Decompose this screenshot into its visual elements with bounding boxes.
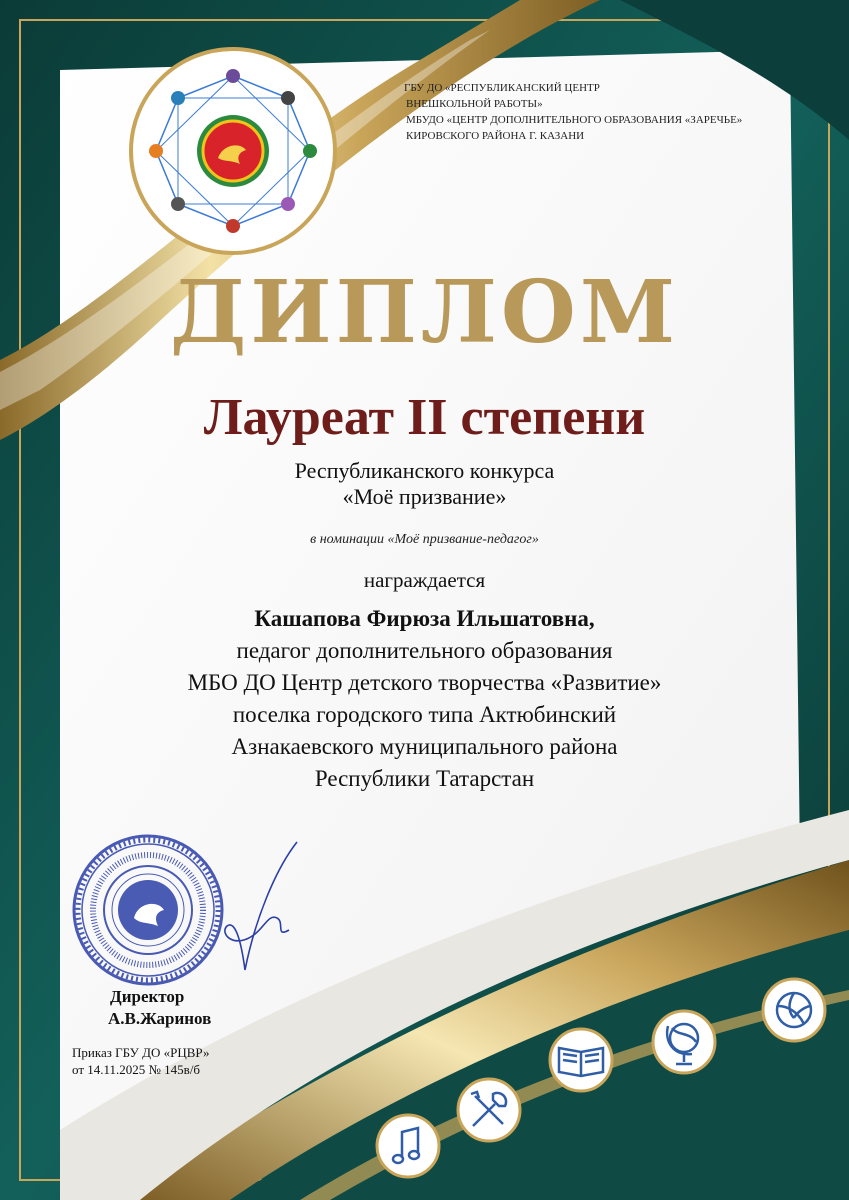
signature bbox=[205, 830, 325, 990]
tools-icon bbox=[455, 1076, 523, 1144]
recipient-detail: педагог дополнительного образования bbox=[236, 638, 613, 663]
signer-name: А.В.Жаринов bbox=[108, 1009, 212, 1028]
organization-header bbox=[404, 80, 824, 144]
diploma-title: ДИПЛОМ bbox=[169, 262, 680, 363]
globe-icon bbox=[650, 1008, 718, 1076]
org-line: ВНЕШКОЛЬНОЙ РАБОТЫ» bbox=[406, 98, 543, 110]
official-stamp bbox=[68, 830, 228, 990]
awarded-label: награждается bbox=[363, 568, 486, 592]
org-logo bbox=[128, 46, 338, 256]
book-icon bbox=[547, 1026, 615, 1094]
signature-block bbox=[108, 986, 211, 1030]
signer-role: Директор bbox=[110, 987, 185, 1006]
recipient-detail: Республики Татарстан bbox=[314, 766, 535, 791]
org-line: МБУДО «ЦЕНТР ДОПОЛНИТЕЛЬНОГО ОБРАЗОВАНИЯ «ЗАРЕЧЬЕ» bbox=[406, 114, 743, 126]
org-line: КИРОВСКОГО РАЙОНА Г. КАЗАНИ bbox=[406, 130, 585, 142]
contest-line-2: «Моё призвание» bbox=[342, 484, 507, 509]
award-degree: Лауреат II степени bbox=[203, 389, 646, 446]
volleyball-icon bbox=[760, 976, 828, 1044]
contest-line-1: Республиканского конкурса bbox=[294, 458, 555, 483]
order-line-2: от 14.11.2025 № 145в/б bbox=[72, 1062, 201, 1077]
recipient-name: Кашапова Фирюза Ильшатовна, bbox=[254, 606, 595, 631]
recipient-detail: Азнакаевского муниципального района bbox=[231, 734, 618, 759]
org-line: ГБУ ДО «РЕСПУБЛИКАНСКИЙ ЦЕНТР bbox=[404, 82, 600, 94]
recipient-detail: поселка городского типа Актюбинский bbox=[232, 702, 617, 727]
recipient-detail: МБО ДО Центр детского творчества «Развитие» bbox=[187, 670, 662, 695]
order-line-1: Приказ ГБУ ДО «РЦВР» bbox=[72, 1045, 210, 1060]
music-note-icon bbox=[374, 1112, 442, 1180]
order-reference bbox=[72, 1044, 209, 1078]
nomination: в номинации «Моё призвание-педагог» bbox=[310, 532, 539, 547]
